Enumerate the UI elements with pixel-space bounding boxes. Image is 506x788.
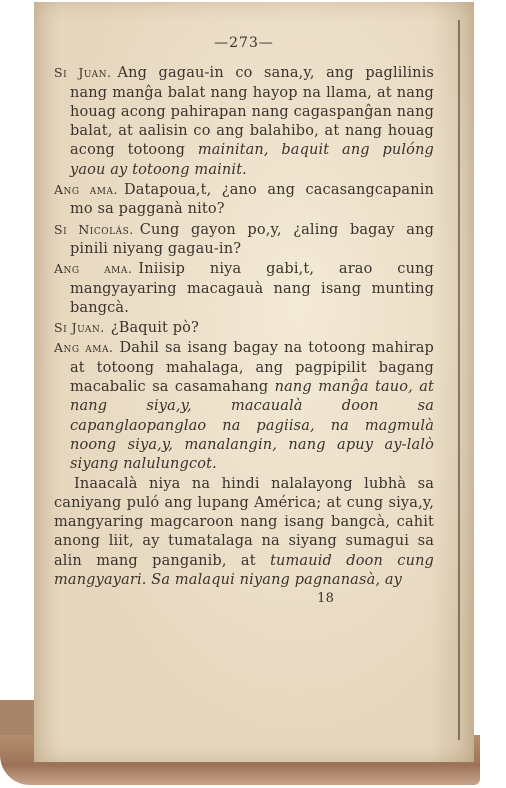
- dialogue-text: Iniisip niya gabi,t, arao cung mangyayaring macagauà nang isang munting bangcà.: [70, 261, 434, 316]
- page-text: [54, 34, 434, 609]
- narration-italic-text: tumauid doon cung mangyayari. Sa malaqui niyang pagnanasà, ay: [54, 552, 434, 589]
- dialogue-line: [54, 220, 434, 260]
- page-fold-line: [458, 20, 480, 740]
- dialogue-line: [54, 338, 434, 474]
- dialogue-text: Datapoua,t, ¿ano ang cacasangcapanin mo sa pagganà nito?: [70, 182, 434, 218]
- dialogue-italic-text: nang manĝa tauo, at nang siya,y, macaualà doon sa capanglaopanglao na pagiisa, na magmulà noong siya,y, manalangin, nang apuy ay-lalò siyang nalulungcot.: [70, 379, 434, 473]
- dialogue-italic-text: mainitan, baquit ang pulóng yaou ay totoong mainit.: [70, 142, 434, 178]
- dialogue-text: Cung gayon po,y, ¿aling bagay ang pinili niyang gagau-in?: [70, 221, 434, 257]
- dialogue-line: [54, 318, 434, 338]
- speaker-label: Ang ama.: [54, 261, 133, 277]
- dialogue-text: Ang gagau-in co sana,y, ang paglilinis nang manĝa balat nang hayop na llama, at nang houag acong pahirapan nang cagaspanĝan nang balat, at aalisin co ang balahibo, at nang houag acong totoong: [70, 65, 434, 159]
- speaker-label: Ang ama.: [54, 182, 118, 198]
- dialogue-line: [54, 63, 434, 180]
- dialogue-text: Dahil sa isang bagay na totoong mahirap at totoong mahalaga, ang pagpipilit bagang macabalic sa casamahang: [70, 340, 434, 396]
- speaker-label: Si Nicolás.: [54, 221, 134, 237]
- signature-mark: 18: [317, 591, 334, 607]
- dialogue-text: ¿Baquit pò?: [110, 320, 199, 337]
- dialogue-line: [54, 180, 434, 220]
- page-number: —273—: [214, 35, 274, 51]
- speaker-label: Si Juan.: [54, 320, 105, 336]
- speaker-label: Si Juan.: [54, 65, 112, 81]
- speaker-label: Ang ama.: [54, 340, 114, 356]
- narration-paragraph: [54, 475, 434, 591]
- dialogue-line: [54, 259, 434, 318]
- narration-text: Inaacalà niya na hindi nalalayong lubhà sa caniyang puló ang lupang América; at cung siya,y, mangyaring magcaroon nang isang bangcà, cahit anong liit, ay tumatalaga na siyang sumagui sa alin mang panganib, at: [54, 475, 434, 569]
